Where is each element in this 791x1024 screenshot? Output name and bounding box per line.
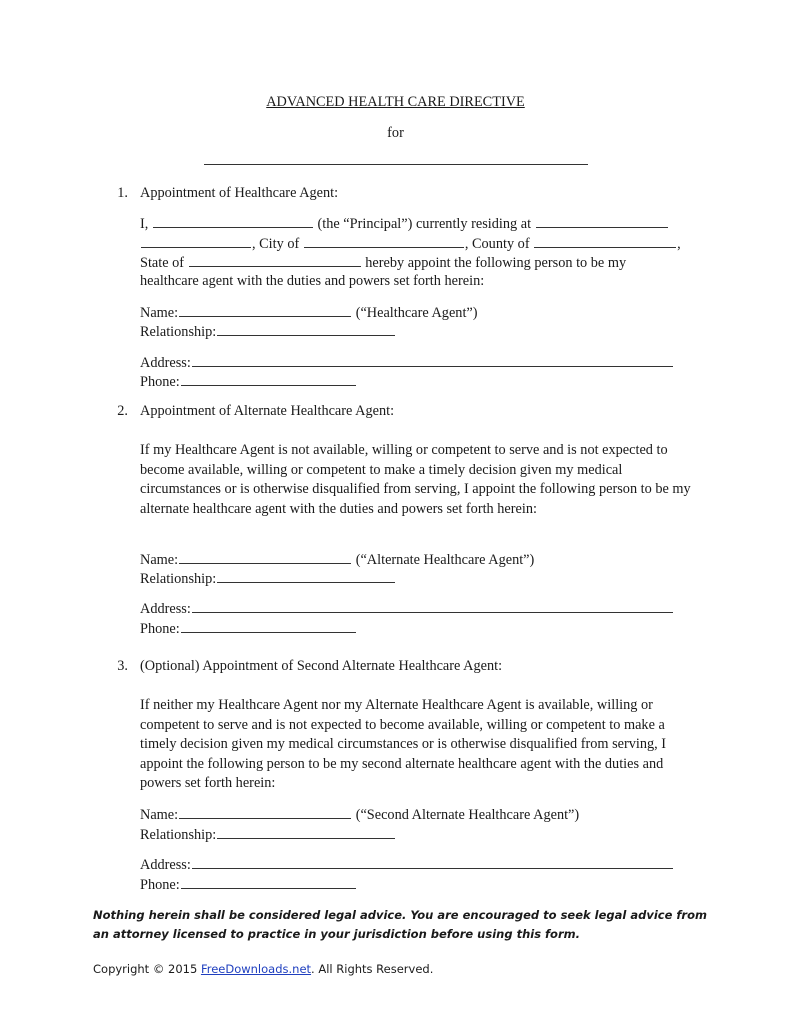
second-alternate-name-field[interactable] xyxy=(179,805,351,819)
section-1-line-4: healthcare agent with the duties and powers set forth herein: xyxy=(140,273,485,289)
address-label: Address: xyxy=(140,857,191,873)
agent-address-field[interactable] xyxy=(192,353,673,367)
section-2-heading: Appointment of Alternate Healthcare Agent: xyxy=(140,403,395,419)
relationship-label: Relationship: xyxy=(140,827,217,843)
section-2-phone-row xyxy=(140,619,357,638)
address-label: Address: xyxy=(140,601,191,617)
comma-text: , xyxy=(677,236,681,252)
name-label: Name: xyxy=(140,305,179,321)
section-2-address-row xyxy=(140,599,674,618)
copyright-prefix: Copyright © 2015 xyxy=(93,962,201,976)
alternate-name-suffix: (“Alternate Healthcare Agent”) xyxy=(355,552,535,568)
section-3-phone-row xyxy=(140,875,357,894)
alternate-phone-field[interactable] xyxy=(181,619,356,633)
principal-street-field-2[interactable] xyxy=(141,234,251,248)
section-1-number: 1. xyxy=(117,185,128,201)
name-label: Name: xyxy=(140,807,179,823)
principal-prefix: I, xyxy=(140,216,149,232)
agent-name-suffix: (“Healthcare Agent”) xyxy=(355,305,478,321)
copyright-suffix: . All Rights Reserved. xyxy=(311,962,434,976)
relationship-label: Relationship: xyxy=(140,571,217,587)
city-field[interactable] xyxy=(304,234,464,248)
section-1-line-3 xyxy=(140,253,626,272)
section-3-address-row xyxy=(140,855,674,874)
phone-label: Phone: xyxy=(140,374,180,390)
agent-phone-field[interactable] xyxy=(181,372,356,386)
section-3-paragraph: If neither my Healthcare Agent nor my Alternate Healthcare Agent is available, willing or competent to serve and is not expected to become available, willing or competent to make a timely decision given my medical circumstances or is otherwise disqualified from serving, I appoint the following person to be my second alternate healthcare agent with the duties and powers set forth herein: xyxy=(140,697,667,791)
section-2-number: 2. xyxy=(117,403,128,419)
copyright-notice xyxy=(93,960,433,978)
principal-residing-text: (the “Principal”) currently residing at xyxy=(317,216,532,232)
relationship-label: Relationship: xyxy=(140,324,217,340)
phone-label: Phone: xyxy=(140,877,180,893)
alternate-address-field[interactable] xyxy=(192,599,673,613)
section-1-phone-row xyxy=(140,372,357,391)
section-3-relationship-row xyxy=(140,825,396,844)
freedownloads-link[interactable]: FreeDownloads.net xyxy=(200,962,312,976)
alternate-name-field[interactable] xyxy=(179,550,351,564)
section-1-name-row xyxy=(140,303,478,322)
section-3-heading: (Optional) Appointment of Second Alternate Healthcare Agent: xyxy=(140,658,503,674)
section-1-relationship-row xyxy=(140,322,396,341)
document-subtitle: for xyxy=(387,125,404,141)
section-3-number: 3. xyxy=(117,658,128,674)
phone-label: Phone: xyxy=(140,621,180,637)
section-2-relationship-row xyxy=(140,569,396,588)
principal-street-field[interactable] xyxy=(536,214,668,228)
second-alternate-address-field[interactable] xyxy=(192,855,673,869)
alternate-relationship-field[interactable] xyxy=(217,569,395,583)
document-title: ADVANCED HEALTH CARE DIRECTIVE xyxy=(266,94,525,110)
state-field[interactable] xyxy=(189,253,361,267)
legal-disclaimer: Nothing herein shall be considered legal advice. You are encouraged to seek legal advice from an attorney licensed to practice in your jurisdiction before using this form. xyxy=(93,908,707,941)
section-1-heading: Appointment of Healthcare Agent: xyxy=(140,185,339,201)
city-label: , City of xyxy=(252,236,300,252)
county-label: , County of xyxy=(464,236,530,252)
second-alternate-relationship-field[interactable] xyxy=(217,825,395,839)
section-1-address-row xyxy=(140,353,674,372)
section-1-line-2 xyxy=(140,234,681,253)
section-3-name-row xyxy=(140,805,579,824)
second-alternate-name-suffix: (“Second Alternate Healthcare Agent”) xyxy=(355,807,580,823)
address-label: Address: xyxy=(140,355,191,371)
agent-relationship-field[interactable] xyxy=(217,322,395,336)
second-alternate-phone-field[interactable] xyxy=(181,875,356,889)
section-1-line-1 xyxy=(140,214,669,233)
principal-name-field[interactable] xyxy=(153,214,313,228)
section-2-name-row xyxy=(140,550,534,569)
principal-name-blank[interactable] xyxy=(204,164,588,165)
section-2-paragraph: If my Healthcare Agent is not available, willing or competent to serve and is not expected to become available, willing or competent to make a timely decision given my medical circumstances or is otherwise disqualified from serving, I appoint the following person to be my alternate healthcare agent with the duties and powers set forth herein: xyxy=(140,442,691,517)
state-label: State of xyxy=(140,255,185,271)
agent-name-field[interactable] xyxy=(179,303,351,317)
appoint-text: hereby appoint the following person to be my xyxy=(365,255,627,271)
name-label: Name: xyxy=(140,552,179,568)
county-field[interactable] xyxy=(534,234,676,248)
